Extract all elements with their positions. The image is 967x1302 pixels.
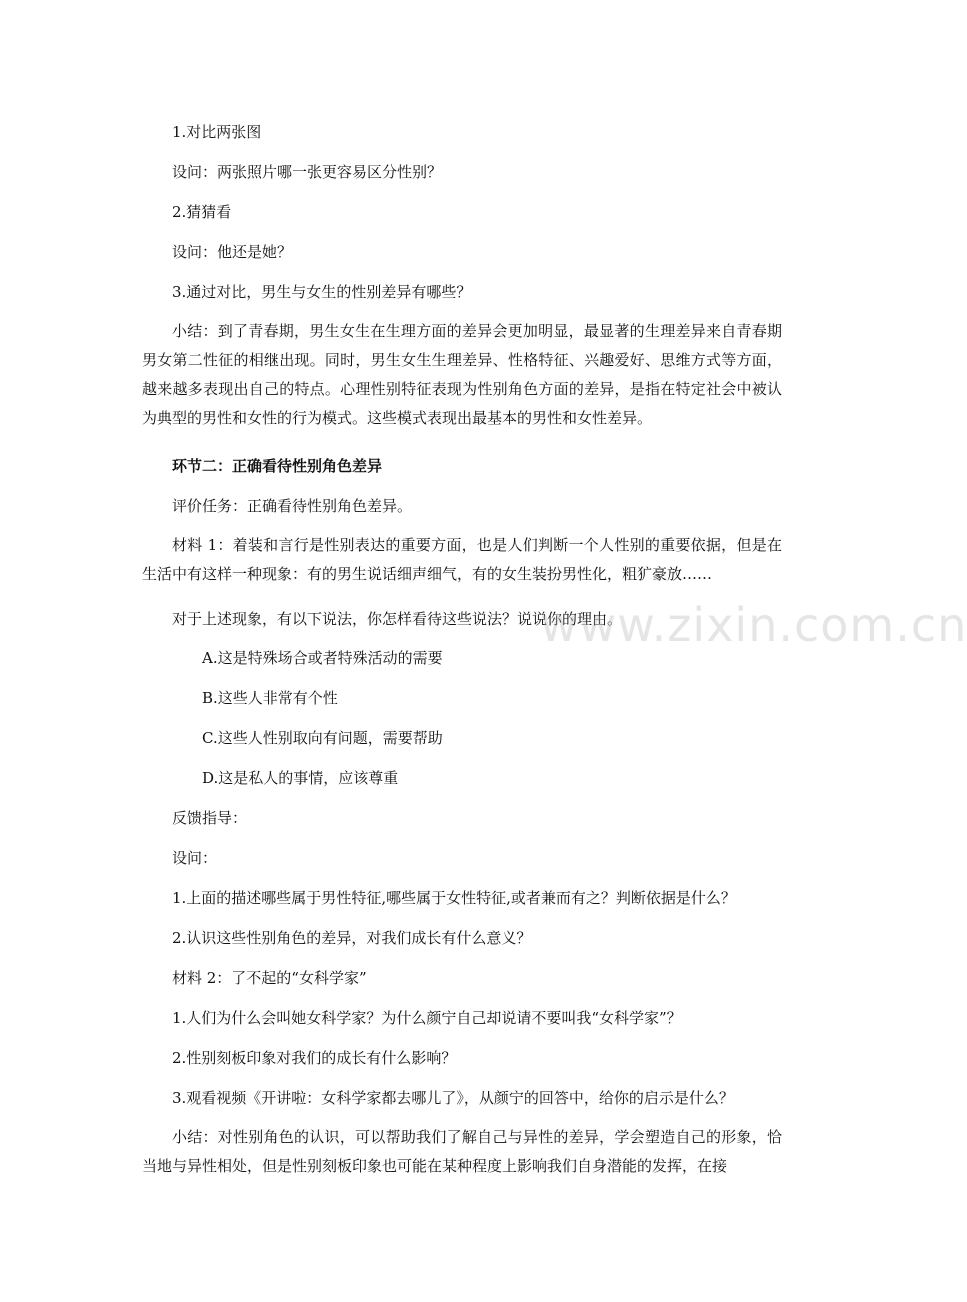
- option-c: C.这些人性别取向有问题，需要帮助: [202, 729, 443, 747]
- question-2: 2.认识这些性别角色的差异，对我们成长有什么意义？: [172, 929, 532, 947]
- item-compare-two-pictures: 1.对比两张图: [172, 123, 262, 141]
- material-2-question-3: 3.观看视频《开讲啦：女科学家都去哪儿了》，从颜宁的回答中，给你的启示是什么？: [172, 1089, 734, 1107]
- question-which-photo: 设问：两张照片哪一张更容易区分性别？: [172, 163, 443, 181]
- option-b: B.这些人非常有个性: [202, 689, 338, 707]
- option-a: A.这是特殊场合或者特殊活动的需要: [202, 649, 443, 667]
- item-guess: 2.猜猜看: [172, 203, 232, 221]
- watermark: www.zixin.com.cn: [540, 598, 967, 652]
- item-gender-differences: 3.通过对比，男生与女生的性别差异有哪些？: [172, 283, 472, 301]
- ask-label: 设问：: [172, 849, 218, 867]
- material-1-paragraph: 材料 1：着装和言行是性别表达的重要方面，也是人们判断一个人性别的重要依据，但是在生活中有这样一种现象：有的男生说话细声细气，有的女生装扮男性化，粗犷豪放……: [142, 536, 782, 583]
- question-1: 1.上面的描述哪些属于男性特征,哪些属于女性特征,或者兼而有之？判断依据是什么？: [172, 889, 736, 907]
- material-2-question-2: 2.性别刻板印象对我们的成长有什么影响？: [172, 1049, 457, 1067]
- question-he-or-she: 设问：他还是她？: [172, 243, 293, 261]
- evaluation-task: 评价任务：正确看待性别角色差异。: [172, 497, 413, 515]
- feedback-label: 反馈指导：: [172, 809, 248, 827]
- question-intro: 对于上述现象，有以下说法，你怎样看待这些说法？说说你的理由。: [172, 610, 623, 628]
- section-heading-2: 环节二：正确看待性别角色差异: [172, 457, 383, 475]
- material-2-question-1: 1.人们为什么会叫她女科学家？为什么颜宁自己却说请不要叫我“女科学家”？: [172, 1009, 682, 1027]
- material-2-title: 材料 2：了不起的“女科学家”: [172, 969, 367, 987]
- summary-paragraph-1: 小结：到了青春期，男生女生在生理方面的差异会更加明显，最显著的生理差异来自青春期男女第二性征的相继出现。同时，男生女生生理差异、性格特征、兴趣爱好、思维方式等方面，越来越多表现出自己的特点。心理性别特征表现为性别角色方面的差异，是指在特定社会中被认为典型的男性和女性的行为模式。这些模式表现出最基本的男性和女性差异。: [142, 322, 782, 427]
- summary-paragraph-2: 小结：对性别角色的认识，可以帮助我们了解自己与异性的差异，学会塑造自己的形象，恰当地与异性相处，但是性别刻板印象也可能在某种程度上影响我们自身潜能的发挥，在接: [142, 1128, 782, 1175]
- option-d: D.这是私人的事情，应该尊重: [202, 769, 399, 787]
